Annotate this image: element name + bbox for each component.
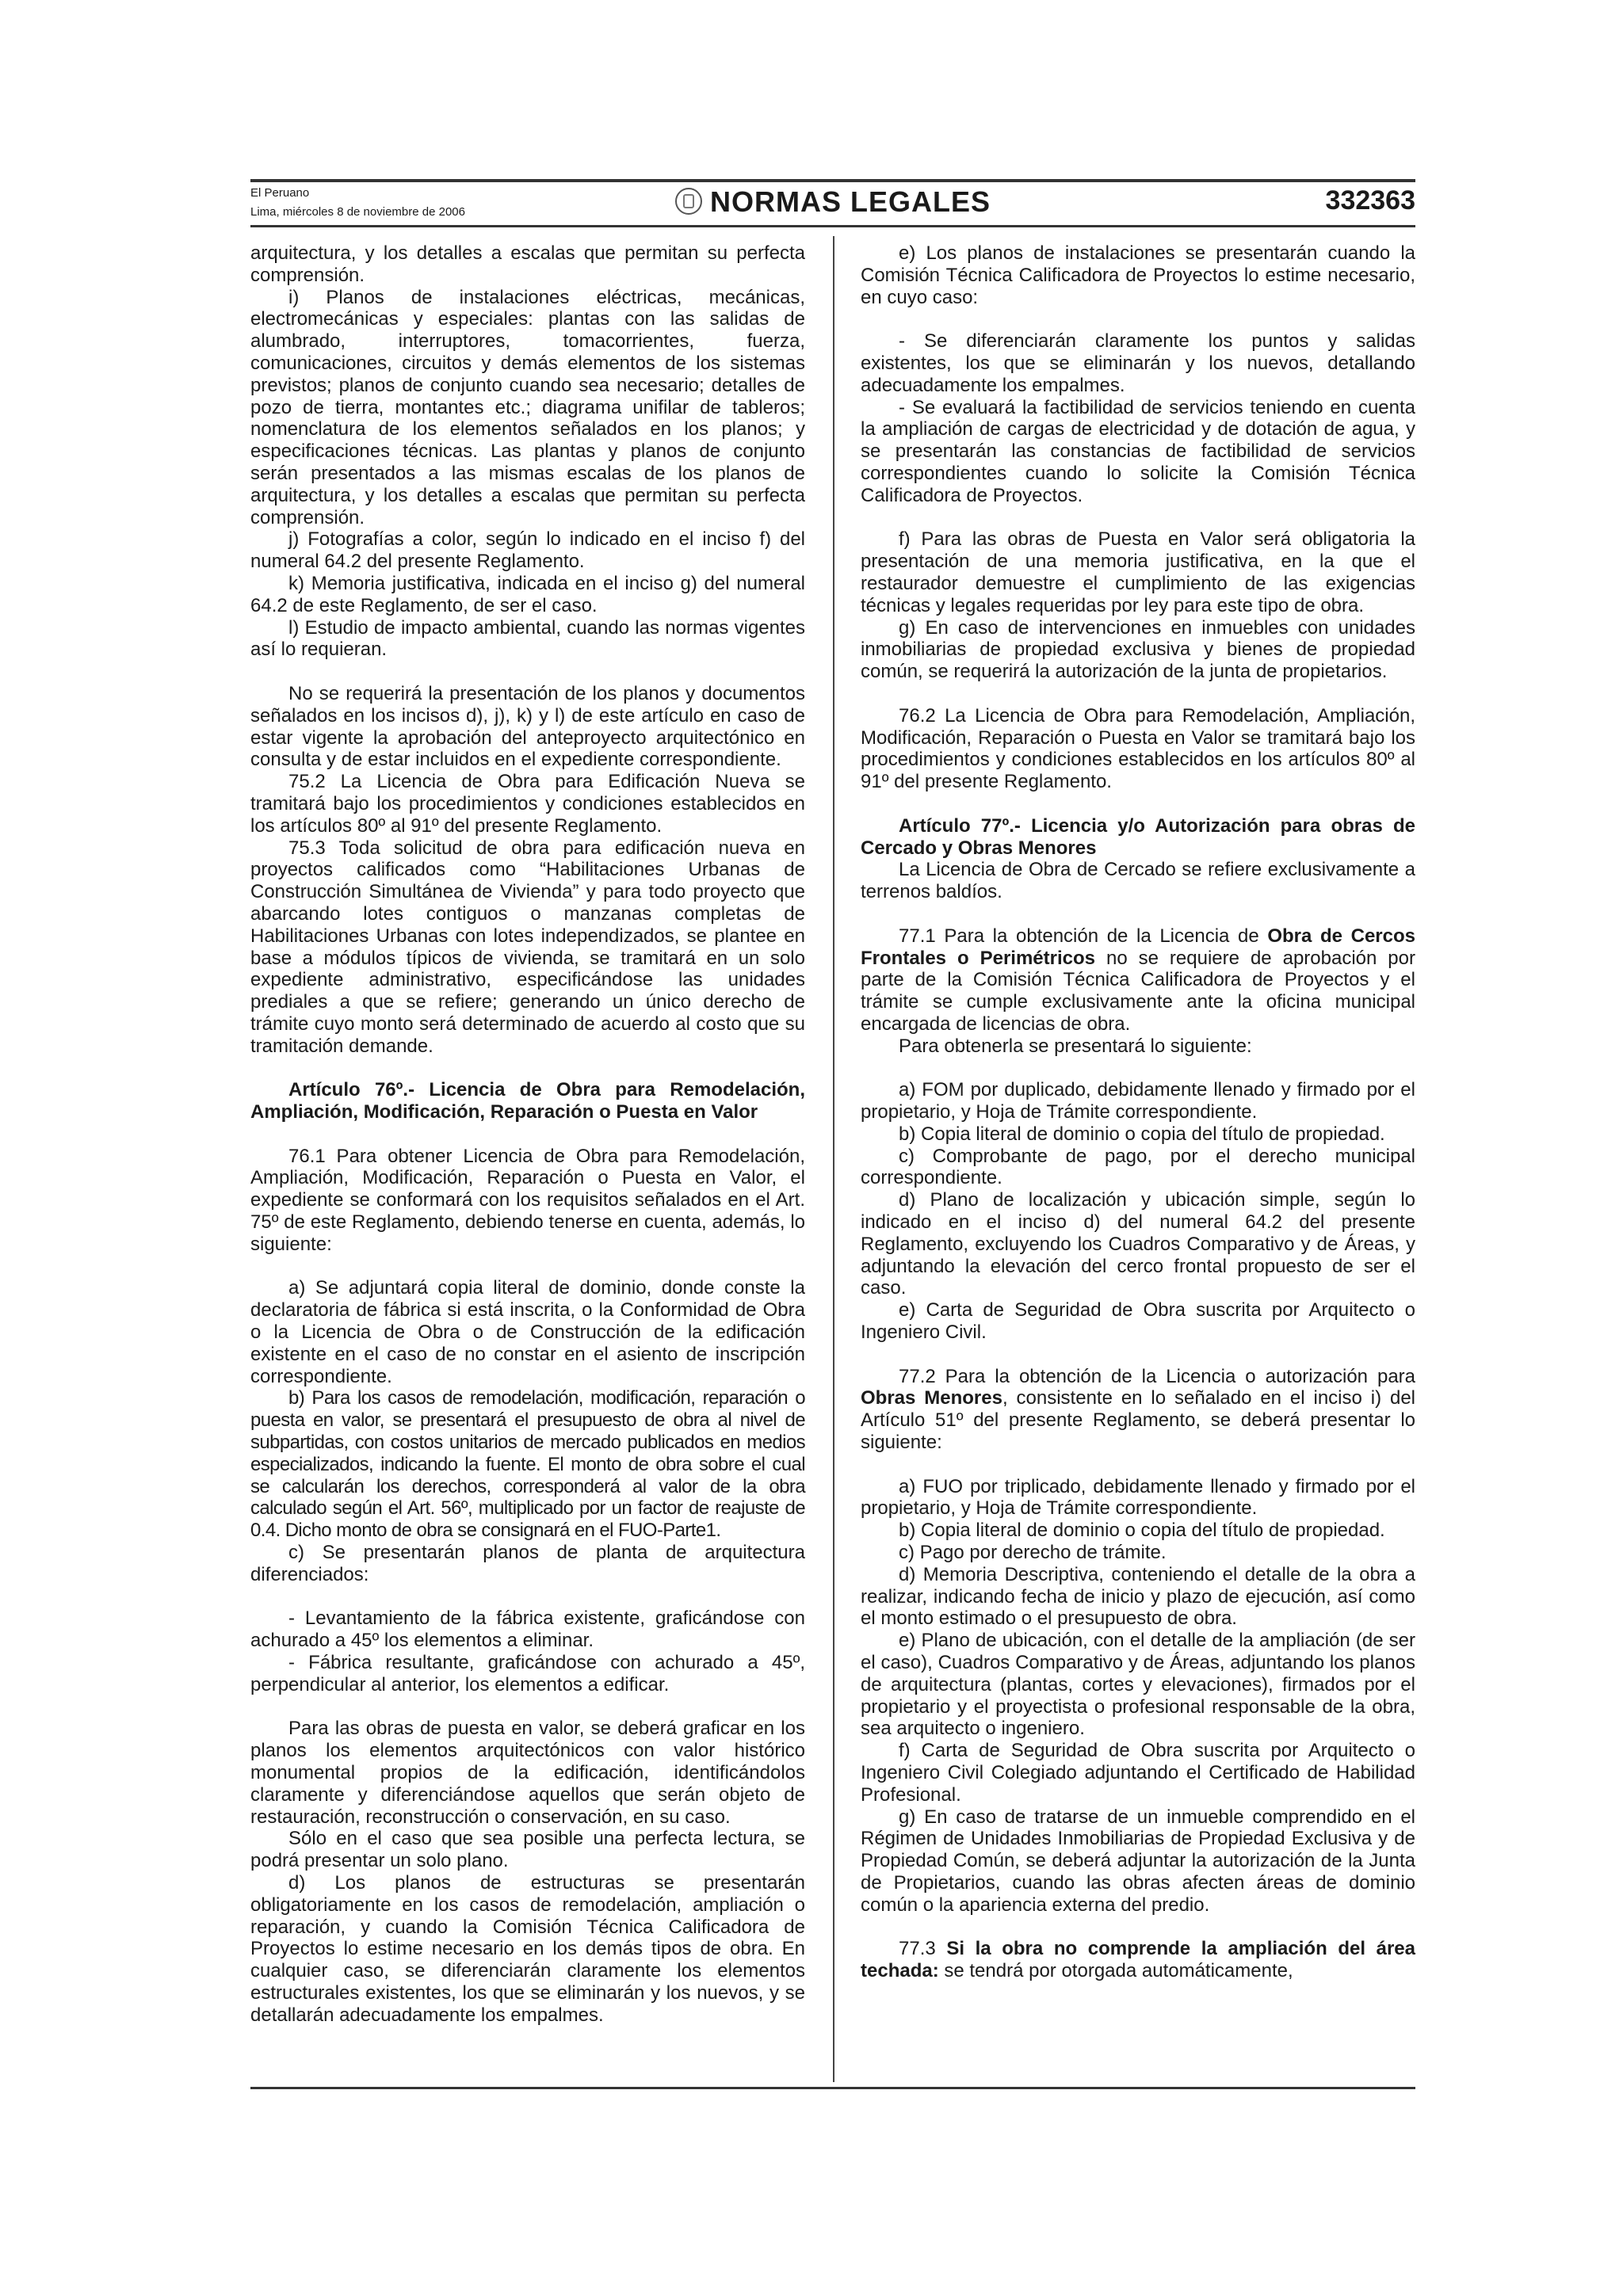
- paragraph: c) Pago por derecho de trámite.: [899, 1542, 1167, 1564]
- section-title: [647, 185, 1019, 219]
- section-title-text: NORMAS LEGALES: [709, 185, 991, 218]
- paragraph: a) FUO por triplicado, debidamente llenado y firmado por el propietario, y Hoja de Trámite correspondiente.: [861, 1475, 1415, 1520]
- paragraph: j) Fotografías a color, según lo indicado en el inciso f) del numeral 64.2 del presente Reglamento.: [250, 528, 805, 573]
- paragraph: 77.3 Si la obra no comprende la ampliación del área techada: se tendrá por otorgada automáticamente,: [861, 1938, 1415, 1982]
- paragraph: f) Carta de Seguridad de Obra suscrita por Arquitecto o Ingeniero Civil Colegiado adjuntando el Certificado de Habilidad Profesional.: [861, 1740, 1415, 1806]
- paragraph: 76.2 La Licencia de Obra para Remodelación, Ampliación, Modificación, Reparación o Puesta en Valor se tramitará bajo los procedimientos y condiciones establecidos en los artículos 80º al 91º del presente Reglamento.: [861, 704, 1415, 793]
- paragraph: No se requerirá la presentación de los planos y documentos señalados en los incisos d), j), k) y l) de este artículo en caso de estar vigente la aprobación del anteproyecto arquitectónico en consulta y de estar incluidos en el expediente correspondiente.: [250, 682, 805, 771]
- paragraph: arquitectura, y los detalles a escalas que permitan su perfecta comprensión.: [250, 242, 805, 286]
- paragraph: e) Plano de ubicación, con el detalle de la ampliación (de ser el caso), Cuadros Comparativo y de Áreas, adjuntando los planos de arquitectura (plantas, cortes y elevaciones), firmados por el propietario y el proyectista o profesional responsable de la obra, sea arquitecto o ingeniero.: [861, 1630, 1415, 1740]
- paragraph: - Se diferenciarán claramente los puntos y salidas existentes, los que se eliminarán y los nuevos, detallando adecuadamente los empalmes.: [861, 330, 1415, 396]
- paragraph: e) Los planos de instalaciones se presentarán cuando la Comisión Técnica Calificadora de Proyectos lo estime necesario, en cuyo caso:: [861, 242, 1415, 308]
- paragraph: 77.2 Para la obtención de la Licencia o autorización para Obras Menores, consistente en lo señalado en el inciso i) del Artículo 51º del presente Reglamento, se deberá presentar lo siguiente:: [861, 1365, 1416, 1454]
- publication-date: Lima, miércoles 8 de noviembre de 2006: [250, 205, 465, 219]
- paragraph: 75.2 La Licencia de Obra para Edificación Nueva se tramitará bajo los procedimientos y condiciones establecidos en los artículos 80º al 91º del presente Reglamento.: [250, 771, 805, 837]
- article-heading: Artículo 76º.- Licencia de Obra para Remodelación, Ampliación, Modificación, Reparación o Puesta en Valor: [250, 1079, 805, 1123]
- right-column: [861, 242, 1415, 1982]
- page-number: 332363: [1325, 185, 1415, 215]
- paragraph: l) Estudio de impacto ambiental, cuando las normas vigentes así lo requieran.: [250, 616, 805, 661]
- newspaper-page: [250, 179, 1415, 2136]
- paragraph: d) Los planos de estructuras se presentarán obligatoriamente en los casos de remodelación, ampliación o reparación, y cuando la Comisión Técnica Calificadora de Proyectos lo estime necesario en los demás tipos de obra. En cualquier caso, se diferenciarán claramente los elementos estructurales existentes, los que se eliminarán y los nuevos, y se detallarán adecuadamente los empalmes.: [250, 1871, 805, 2026]
- paragraph: d) Memoria Descriptiva, conteniendo el detalle de la obra a realizar, indicando fecha de inicio y plazo de ejecución, así como el monto estimado o el presupuesto de obra.: [861, 1563, 1415, 1630]
- paragraph: g) En caso de intervenciones en inmuebles con unidades inmobiliarias de propiedad exclusiva y bienes de propiedad común, se requerirá la autorización de la junta de propietarios.: [861, 616, 1415, 683]
- paragraph: c) Se presentarán planos de planta de arquitectura diferenciados:: [250, 1542, 805, 1585]
- paragraph: g) En caso de tratarse de un inmueble comprendido en el Régimen de Unidades Inmobiliarias de Propiedad Exclusiva y de Propiedad Común, se deberá adjuntar la autorización de la Junta de Propietarios, cuando las obras afecten áreas de dominio común o la apariencia externa del predio.: [861, 1806, 1415, 1916]
- paragraph: 75.3 Toda solicitud de obra para edificación nueva en proyectos calificados como “Habilitaciones Urbanas de Construcción Simultánea de Vivienda” y para todo proyecto que abarcando lotes contiguos o manzanas completas de Habilitaciones Urbanas con lotes independizados, se plantee en base a módulos típicos de vivienda, se tramitará en un solo expediente administrativo, especificándose las unidades prediales a que se refiere; generando un único derecho de trámite cuyo monto será determinado de acuerdo al costo que su tramitación demande.: [250, 837, 805, 1057]
- paragraph: k) Memoria justificativa, indicada en el inciso g) del numeral 64.2 de este Reglamento, de ser el caso.: [250, 572, 805, 616]
- paragraph: - Fábrica resultante, graficándose con achurado a 45º, perpendicular al anterior, los elementos a edificar.: [250, 1652, 805, 1695]
- paragraph: b) Copia literal de dominio o copia del título de propiedad.: [899, 1123, 1385, 1145]
- column-divider: [833, 236, 834, 2082]
- paragraph: b) Para los casos de remodelación, modificación, reparación o puesta en valor, se presentará el presupuesto de obra al nivel de subpartidas, con costos unitarios de mercado publicados en medios especializados, indicando la fuente. El monto de obra sobre el cual se calcularán los derechos, corresponderá al valor de la obra calculado según el Art. 56º, multiplicado por un factor de reajuste de 0.4. Dicho monto de obra se consignará en el FUO-Parte1.: [250, 1387, 805, 1542]
- paragraph: a) FOM por duplicado, debidamente llenado y firmado por el propietario, y Hoja de Trámite correspondiente.: [861, 1079, 1415, 1123]
- paragraph: Para las obras de puesta en valor, se deberá graficar en los planos los elementos arquitectónicos con valor histórico monumental propios de la edificación, identificándolos claramente y diferenciándose aquellos que serán objeto de restauración, reconstrucción o conservación, en su caso.: [250, 1718, 805, 1828]
- page-header: [250, 179, 1415, 225]
- paragraph: Sólo en el caso que sea posible una perfecta lectura, se podrá presentar un solo plano.: [250, 1828, 805, 1872]
- header-publication-info: [250, 184, 465, 222]
- paragraph: 76.1 Para obtener Licencia de Obra para Remodelación, Ampliación, Modificación, Reparación o Puesta en Valor, el expediente se conformará con los requisitos señalados en el Art. 75º de este Reglamento, debiendo tenerse en cuenta, además, lo siguiente:: [250, 1145, 805, 1255]
- paragraph: - Se evaluará la factibilidad de servicios teniendo en cuenta la ampliación de cargas de electricidad y de dotación de agua, y se presentarán las constancias de factibilidad de servicios correspondientes cuando lo solicite la Comisión Técnica Calificadora de Proyectos.: [861, 396, 1415, 506]
- paragraph: e) Carta de Seguridad de Obra suscrita por Arquitecto o Ingeniero Civil.: [861, 1299, 1415, 1344]
- header-top-rule: [250, 179, 1415, 182]
- article-heading: Artículo 77º.- Licencia y/o Autorización para obras de Cercado y Obras Menores: [861, 814, 1415, 859]
- publisher-name: El Peruano: [250, 186, 310, 200]
- paragraph: f) Para las obras de Puesta en Valor será obligatoria la presentación de una memoria justificativa, en la que el restaurador demuestre el cumplimiento de las exigencias técnicas y legales requeridas por ley para este tipo de obra.: [861, 528, 1415, 616]
- page-bottom-rule: [250, 2087, 1415, 2089]
- paragraph: - Levantamiento de la fábrica existente, graficándose con achurado a 45º los elementos a eliminar.: [250, 1608, 805, 1652]
- paragraph: i) Planos de instalaciones eléctricas, mecánicas, electromecánicas y especiales: plantas con las salidas de alumbrado, interruptores, tomacorrientes, fuerza, comunicaciones, circuitos y demás elementos de los sistemas previstos; planos de conjunto cuando sea necesario; detalles de pozo de tierra, montantes etc.; diagrama unifilar de tableros; nomenclatura de los elementos señalados en los planos; y especificaciones técnicas. Las plantas y planos de conjunto serán presentados a las mismas escalas de los planos de arquitectura, y los detalles a escalas que permitan su perfecta comprensión.: [250, 286, 805, 528]
- left-column: [250, 242, 805, 2027]
- paragraph: a) Se adjuntará copia literal de dominio, donde conste la declaratoria de fábrica si está inscrita, o la Conformidad de Obra o la Licencia de Obra o de Construcción de la edificación existente en el caso de no constar en el asiento de inscripción correspondiente.: [250, 1277, 805, 1387]
- paragraph: Para obtenerla se presentará lo siguiente:: [899, 1035, 1252, 1057]
- paragraph: 77.1 Para la obtención de la Licencia de Obra de Cercos Frontales o Perimétricos no se requiere de aprobación por parte de la Comisión Técnica Calificadora de Proyectos y el trámite se cumple exclusivamente ante la oficina municipal encargada de licencias de obra.: [861, 925, 1416, 1035]
- paragraph: La Licencia de Obra de Cercado se refiere exclusivamente a terrenos baldíos.: [861, 859, 1415, 903]
- paragraph: c) Comprobante de pago, por el derecho municipal correspondiente.: [861, 1145, 1415, 1189]
- coat-of-arms-icon: [675, 188, 702, 215]
- paragraph: d) Plano de localización y ubicación simple, según lo indicado en el inciso d) del numeral 64.2 del presente Reglamento, excluyendo los Cuadros Comparativo y de Áreas, y adjuntando la elevación del cerco frontal propuesto de ser el caso.: [861, 1189, 1415, 1299]
- paragraph: b) Copia literal de dominio o copia del título de propiedad.: [899, 1520, 1385, 1542]
- header-bottom-rule: [250, 225, 1415, 227]
